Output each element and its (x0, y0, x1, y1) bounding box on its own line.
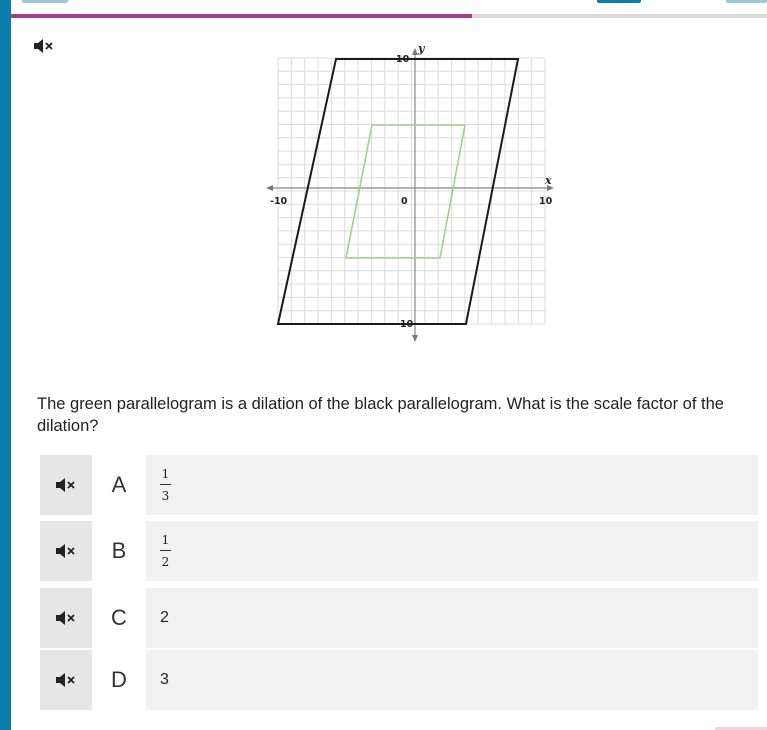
tick-label-origin: 0 (401, 196, 408, 207)
choice-value: 3 (160, 671, 169, 688)
left-rail (0, 0, 11, 730)
choice-fraction (160, 533, 171, 569)
progress-fill (11, 14, 472, 18)
fraction-denominator: 2 (161, 555, 170, 569)
top-tab-left (22, 0, 68, 3)
grid-lines (278, 58, 545, 324)
y-axis-label: y (418, 42, 425, 55)
choice-letter: D (92, 650, 146, 710)
question-speaker-muted-icon[interactable] (31, 36, 57, 56)
y-axis-arrow-down (412, 335, 418, 342)
top-tab-mid (597, 0, 641, 3)
choice-a-speaker-muted-icon[interactable] (40, 455, 92, 515)
tick-label-x-min: -10 (270, 196, 288, 207)
choice-d-speaker-muted-icon[interactable] (40, 650, 92, 710)
choice-fraction (160, 467, 171, 503)
choice-c-speaker-muted-icon[interactable] (40, 588, 92, 648)
x-axis-arrow-left (266, 185, 273, 191)
tick-label-y-min: -10 (396, 319, 414, 330)
tick-label-x-max: 10 (539, 196, 553, 207)
fraction-denominator: 3 (161, 489, 170, 503)
choice-value: 2 (160, 609, 169, 626)
progress-track (11, 14, 767, 18)
question-text: The green parallelogram is a dilation of the black parallelogram. What is the scale factor of the dilation? (37, 395, 724, 435)
choice-b-speaker-muted-icon[interactable] (40, 521, 92, 581)
answer-choice-c[interactable] (40, 588, 758, 648)
choice-letter: A (92, 455, 146, 515)
answer-choice-a[interactable] (40, 455, 758, 515)
tick-label-y-max: 10 (396, 54, 410, 65)
coordinate-graph (258, 38, 558, 346)
top-tab-right (726, 0, 767, 3)
x-axis-label: x (545, 174, 552, 187)
fraction-numerator: 1 (161, 467, 170, 481)
choice-letter: B (92, 521, 146, 581)
answer-choice-d[interactable] (40, 650, 758, 710)
fraction-numerator: 1 (161, 533, 170, 547)
choice-letter: C (92, 588, 146, 648)
answer-choice-b[interactable] (40, 521, 758, 581)
